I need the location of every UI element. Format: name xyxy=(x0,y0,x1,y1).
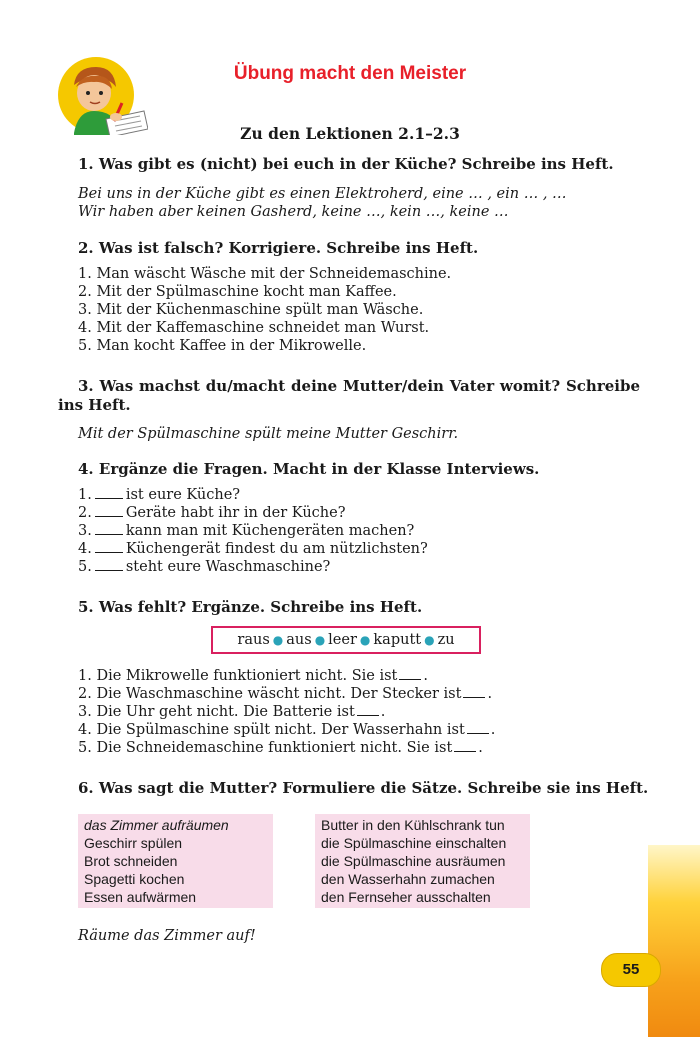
exercise-4-item: 5. steht eure Waschmaschine? xyxy=(78,559,331,575)
exercise-4-item: 3. kann man mit Küchengeräten machen? xyxy=(78,523,415,539)
bullet-dot-icon: ● xyxy=(314,633,326,647)
answer-blank xyxy=(95,486,123,499)
decorative-edge-stripe xyxy=(648,845,700,1037)
exercise-6-heading: 6. Was sagt die Mutter? Formuliere die Sätze. Schreibe sie ins Heft. xyxy=(78,779,649,797)
phrase-item: die Spülmaschine einschalten xyxy=(321,835,507,851)
exercise-2-item: 2. Mit der Spülmaschine kocht man Kaffee. xyxy=(78,284,397,300)
exercise-2-item: 3. Mit der Küchenmaschine spült man Wäsche. xyxy=(78,302,424,318)
exercise-6-example: Räume das Zimmer auf! xyxy=(78,928,256,944)
answer-blank xyxy=(95,540,123,553)
phrase-item: Essen aufwärmen xyxy=(84,889,197,905)
word-bank-word: aus xyxy=(286,632,312,648)
exercise-2-item: 5. Man kocht Kaffee in der Mikrowelle. xyxy=(78,338,367,354)
answer-blank xyxy=(399,667,421,680)
phrase-item: Butter in den Kühlschrank tun xyxy=(321,817,505,833)
exercise-5-item: 3. Die Uhr geht nicht. Die Batterie ist . xyxy=(78,704,386,720)
exercise-4-item: 1. ist eure Küche? xyxy=(78,487,241,503)
answer-blank xyxy=(463,685,485,698)
exercise-4-item: 4. Küchengerät findest du am nützlichsten? xyxy=(78,541,428,557)
phrase-item: die Spülmaschine ausräumen xyxy=(321,853,506,869)
word-bank-word: zu xyxy=(437,632,455,648)
answer-blank xyxy=(357,703,379,716)
exercise-3-example: Mit der Spülmaschine spült meine Mutter Geschirr. xyxy=(78,426,459,442)
bullet-dot-icon: ● xyxy=(424,633,435,647)
phrase-box-right xyxy=(315,814,530,908)
exercise-5-item: 5. Die Schneidemaschine funktioniert nicht. Sie ist . xyxy=(78,740,483,756)
phrase-item: Brot schneiden xyxy=(84,853,178,869)
answer-blank xyxy=(454,739,476,752)
phrase-item: das Zimmer aufräumen xyxy=(84,817,229,833)
answer-blank xyxy=(95,504,123,517)
word-bank-word: leer xyxy=(328,632,357,648)
word-bank-box xyxy=(211,626,481,654)
page-title: Übung macht den Meister xyxy=(233,63,467,84)
exercise-5-item: 4. Die Spülmaschine spült nicht. Der Wasserhahn ist . xyxy=(78,722,496,738)
exercise-4-heading: 4. Ergänze die Fragen. Macht in der Klasse Interviews. xyxy=(78,460,540,478)
exercise-4-item: 2. Geräte habt ihr in der Küche? xyxy=(78,505,346,521)
exercise-5-item: 2. Die Waschmaschine wäscht nicht. Der Stecker ist . xyxy=(78,686,493,702)
bullet-dot-icon: ● xyxy=(272,633,284,647)
word-bank-word: raus xyxy=(237,632,270,648)
exercise-3-heading: 3. Was machst du/macht deine Mutter/dein Vater womit? Schreibe xyxy=(78,377,640,395)
phrase-item: Geschirr spülen xyxy=(84,835,183,851)
exercise-3-heading-cont: ins Heft. xyxy=(58,396,131,414)
phrase-box-left xyxy=(78,814,273,908)
exercise-5-heading: 5. Was fehlt? Ergänze. Schreibe ins Heft. xyxy=(78,598,423,616)
exercise-1-heading: 1. Was gibt es (nicht) bei euch in der Küche? Schreibe ins Heft. xyxy=(78,155,614,173)
phrase-item: den Fernseher ausschalten xyxy=(321,889,491,905)
exercise-1-line: Bei uns in der Küche gibt es einen Elektroherd, eine … , ein … , … xyxy=(78,186,567,202)
exercise-2-item: 1. Man wäscht Wäsche mit der Schneidemaschine. xyxy=(78,266,452,282)
exercise-2-item: 4. Mit der Kaffemaschine schneidet man Wurst. xyxy=(78,320,430,336)
word-bank-word: kaputt xyxy=(373,632,422,648)
page-number-badge: 55 xyxy=(601,953,661,987)
answer-blank xyxy=(95,522,123,535)
answer-blank xyxy=(467,721,489,734)
phrase-item: den Wasserhahn zumachen xyxy=(321,871,495,887)
exercise-2-heading: 2. Was ist falsch? Korrigiere. Schreibe ins Heft. xyxy=(78,239,479,257)
lessons-subtitle: Zu den Lektionen 2.1–2.3 xyxy=(240,124,460,143)
exercise-5-item: 1. Die Mikrowelle funktioniert nicht. Sie ist . xyxy=(78,668,428,684)
answer-blank xyxy=(95,558,123,571)
bullet-dot-icon: ● xyxy=(359,633,371,647)
phrase-item: Spagetti kochen xyxy=(84,871,185,887)
exercise-1-line: Wir haben aber keinen Gasherd, keine …, kein …, keine … xyxy=(78,204,509,220)
